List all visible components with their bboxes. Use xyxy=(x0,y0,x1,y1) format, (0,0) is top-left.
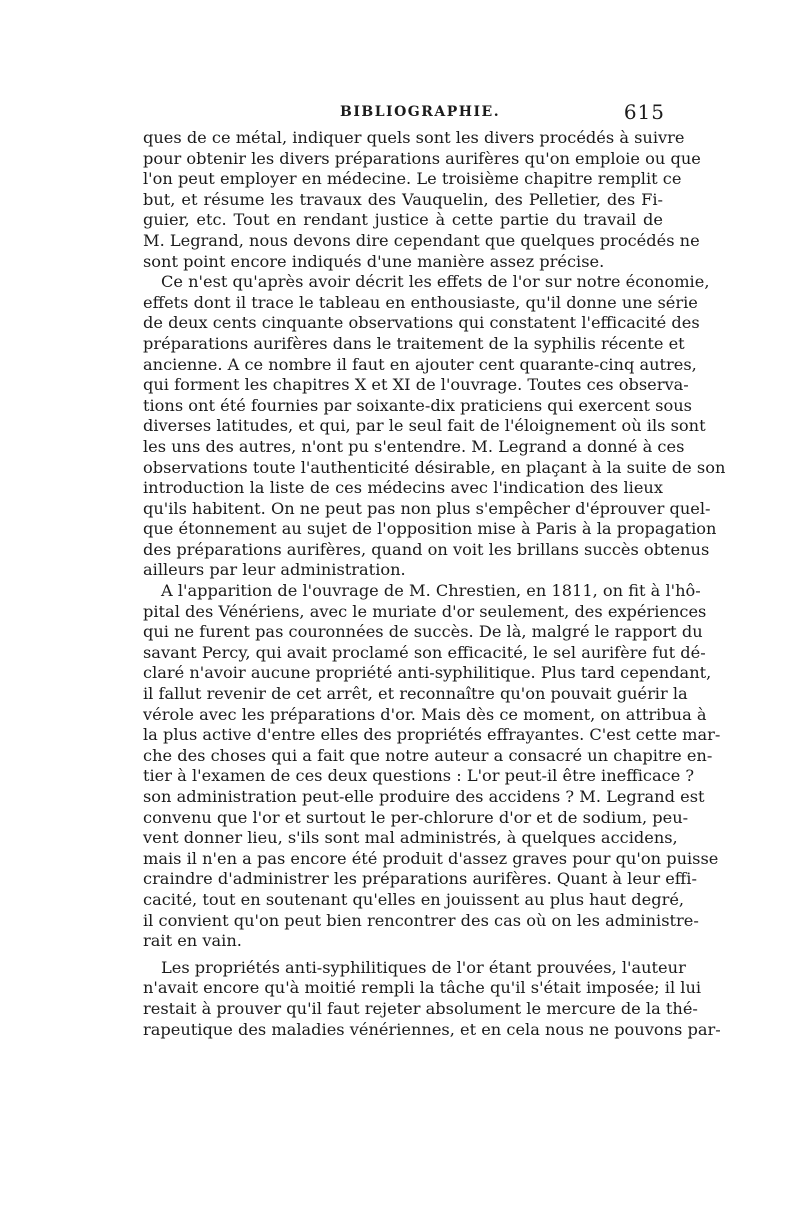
text-line: convenu que l'or et surtout le per-chlorure d'or et de sodium, peu- xyxy=(143,807,689,827)
text-line: che des choses qui a fait que notre auteur a consacré un chapitre en- xyxy=(143,745,713,765)
text-line: ques de ce métal, indiquer quels sont les divers procédés à suivre xyxy=(143,128,685,147)
text-line: savant Percy, qui avait proclamé son efficacité, le sel aurifère fut dé- xyxy=(143,642,706,662)
text-line: rapeutique des maladies vénériennes, et en cela nous ne pouvons par- xyxy=(143,1019,721,1039)
text-line: rait en vain. xyxy=(143,931,242,951)
text-line: restait à prouver qu'il faut rejeter absolument le mercure de la thé- xyxy=(143,998,698,1018)
text-line: diverses latitudes, et qui, par le seul fait de l'éloignement où ils sont xyxy=(143,416,706,436)
text-line: vérole avec les préparations d'or. Mais dès ce moment, on attribua à xyxy=(143,704,707,724)
text-line: ailleurs par leur administration. xyxy=(143,560,406,580)
text-line: il convient qu'on peut bien rencontrer des cas où on les administre- xyxy=(143,910,699,930)
text-line: effets dont il trace le tableau en enthousiaste, qu'il donne une série xyxy=(143,292,698,312)
text-line: introduction la liste de ces médecins avec l'indication des lieux xyxy=(143,478,663,498)
text-line: mais il n'en a pas encore été produit d'assez graves pour qu'on puisse xyxy=(143,848,719,868)
text-line: craindre d'administrer les préparations aurifères. Quant à leur effi- xyxy=(143,869,697,889)
paragraph xyxy=(143,128,701,272)
text-line: tier à l'examen de ces deux questions : L'or peut-il être inefficace ? xyxy=(143,766,695,786)
text-line: sont point encore indiqués d'une manière assez précise. xyxy=(143,251,605,271)
text-line: son administration peut-elle produire des accidens ? M. Legrand est xyxy=(143,787,705,806)
text-line: M. Legrand, nous devons dire cependant que quelques procédés ne xyxy=(143,230,700,250)
text-line: qui forment les chapitres X et XI de l'ouvrage. Toutes ces observa- xyxy=(143,375,689,395)
text-line: guier, etc. Tout en rendant justice à cette partie du travail de xyxy=(143,210,663,230)
text-line: but, et résume les travaux des Vauquelin, des Pelletier, des Fi- xyxy=(143,189,663,209)
text-line: pital des Vénériens, avec le muriate d'or seulement, des expériences xyxy=(143,601,707,621)
running-head xyxy=(140,100,665,126)
text-line: tions ont été fournies par soixante-dix praticiens qui exercent sous xyxy=(143,395,692,415)
text-line: Ce n'est qu'après avoir décrit les effets de l'or sur notre économie, xyxy=(161,272,710,292)
text-line: des préparations aurifères, quand on voit les brillans succès obtenus xyxy=(143,539,710,559)
text-line: ancienne. A ce nombre il faut en ajouter cent quarante-cinq autres, xyxy=(143,354,697,374)
text-line: de deux cents cinquante observations qui constatent l'efficacité des xyxy=(143,313,700,333)
page-number: 615 xyxy=(623,100,665,124)
text-line: cacité, tout en soutenant qu'elles en jouissent au plus haut degré, xyxy=(143,889,685,909)
text-line: observations toute l'authenticité désirable, en plaçant à la suite de son xyxy=(143,457,726,477)
paragraph xyxy=(143,957,721,1040)
text-line: il fallut revenir de cet arrêt, et reconnaître qu'on pouvait guérir la xyxy=(143,684,688,704)
text-line: l'on peut employer en médecine. Le troisième chapitre remplit ce xyxy=(143,169,682,189)
body-text xyxy=(143,128,726,1040)
text-line: vent donner lieu, s'ils sont mal administrés, à quelques accidens, xyxy=(143,828,678,848)
text-line: la plus active d'entre elles des propriétés effrayantes. C'est cette mar- xyxy=(143,725,721,745)
paragraph xyxy=(143,581,721,952)
text-line: préparations aurifères dans le traitement de la syphilis récente et xyxy=(143,333,685,353)
text-line: les uns des autres, n'ont pu s'entendre. M. Legrand a donné à ces xyxy=(143,436,685,456)
text-line: pour obtenir les divers préparations aurifères qu'on emploie ou que xyxy=(143,148,701,168)
paragraph xyxy=(143,272,726,581)
text-line: n'avait encore qu'à moitié rempli la tâche qu'il s'était imposée; il lui xyxy=(143,978,702,998)
text-line: A l'apparition de l'ouvrage de M. Chrestien, en 1811, on fit à l'hô- xyxy=(161,581,701,601)
text-line: que étonnement au sujet de l'opposition mise à Paris à la propagation xyxy=(143,519,717,539)
text-line: qui ne furent pas couronnées de succès. De là, malgré le rapport du xyxy=(143,622,703,642)
text-line: claré n'avoir aucune propriété anti-syphilitique. Plus tard cependant, xyxy=(143,663,712,683)
text-line: Les propriétés anti-syphilitiques de l'or étant prouvées, l'auteur xyxy=(161,957,686,977)
text-line: qu'ils habitent. On ne peut pas non plus s'empêcher d'éprouver quel- xyxy=(143,498,711,518)
running-title: BIBLIOGRAPHIE. xyxy=(340,104,501,120)
